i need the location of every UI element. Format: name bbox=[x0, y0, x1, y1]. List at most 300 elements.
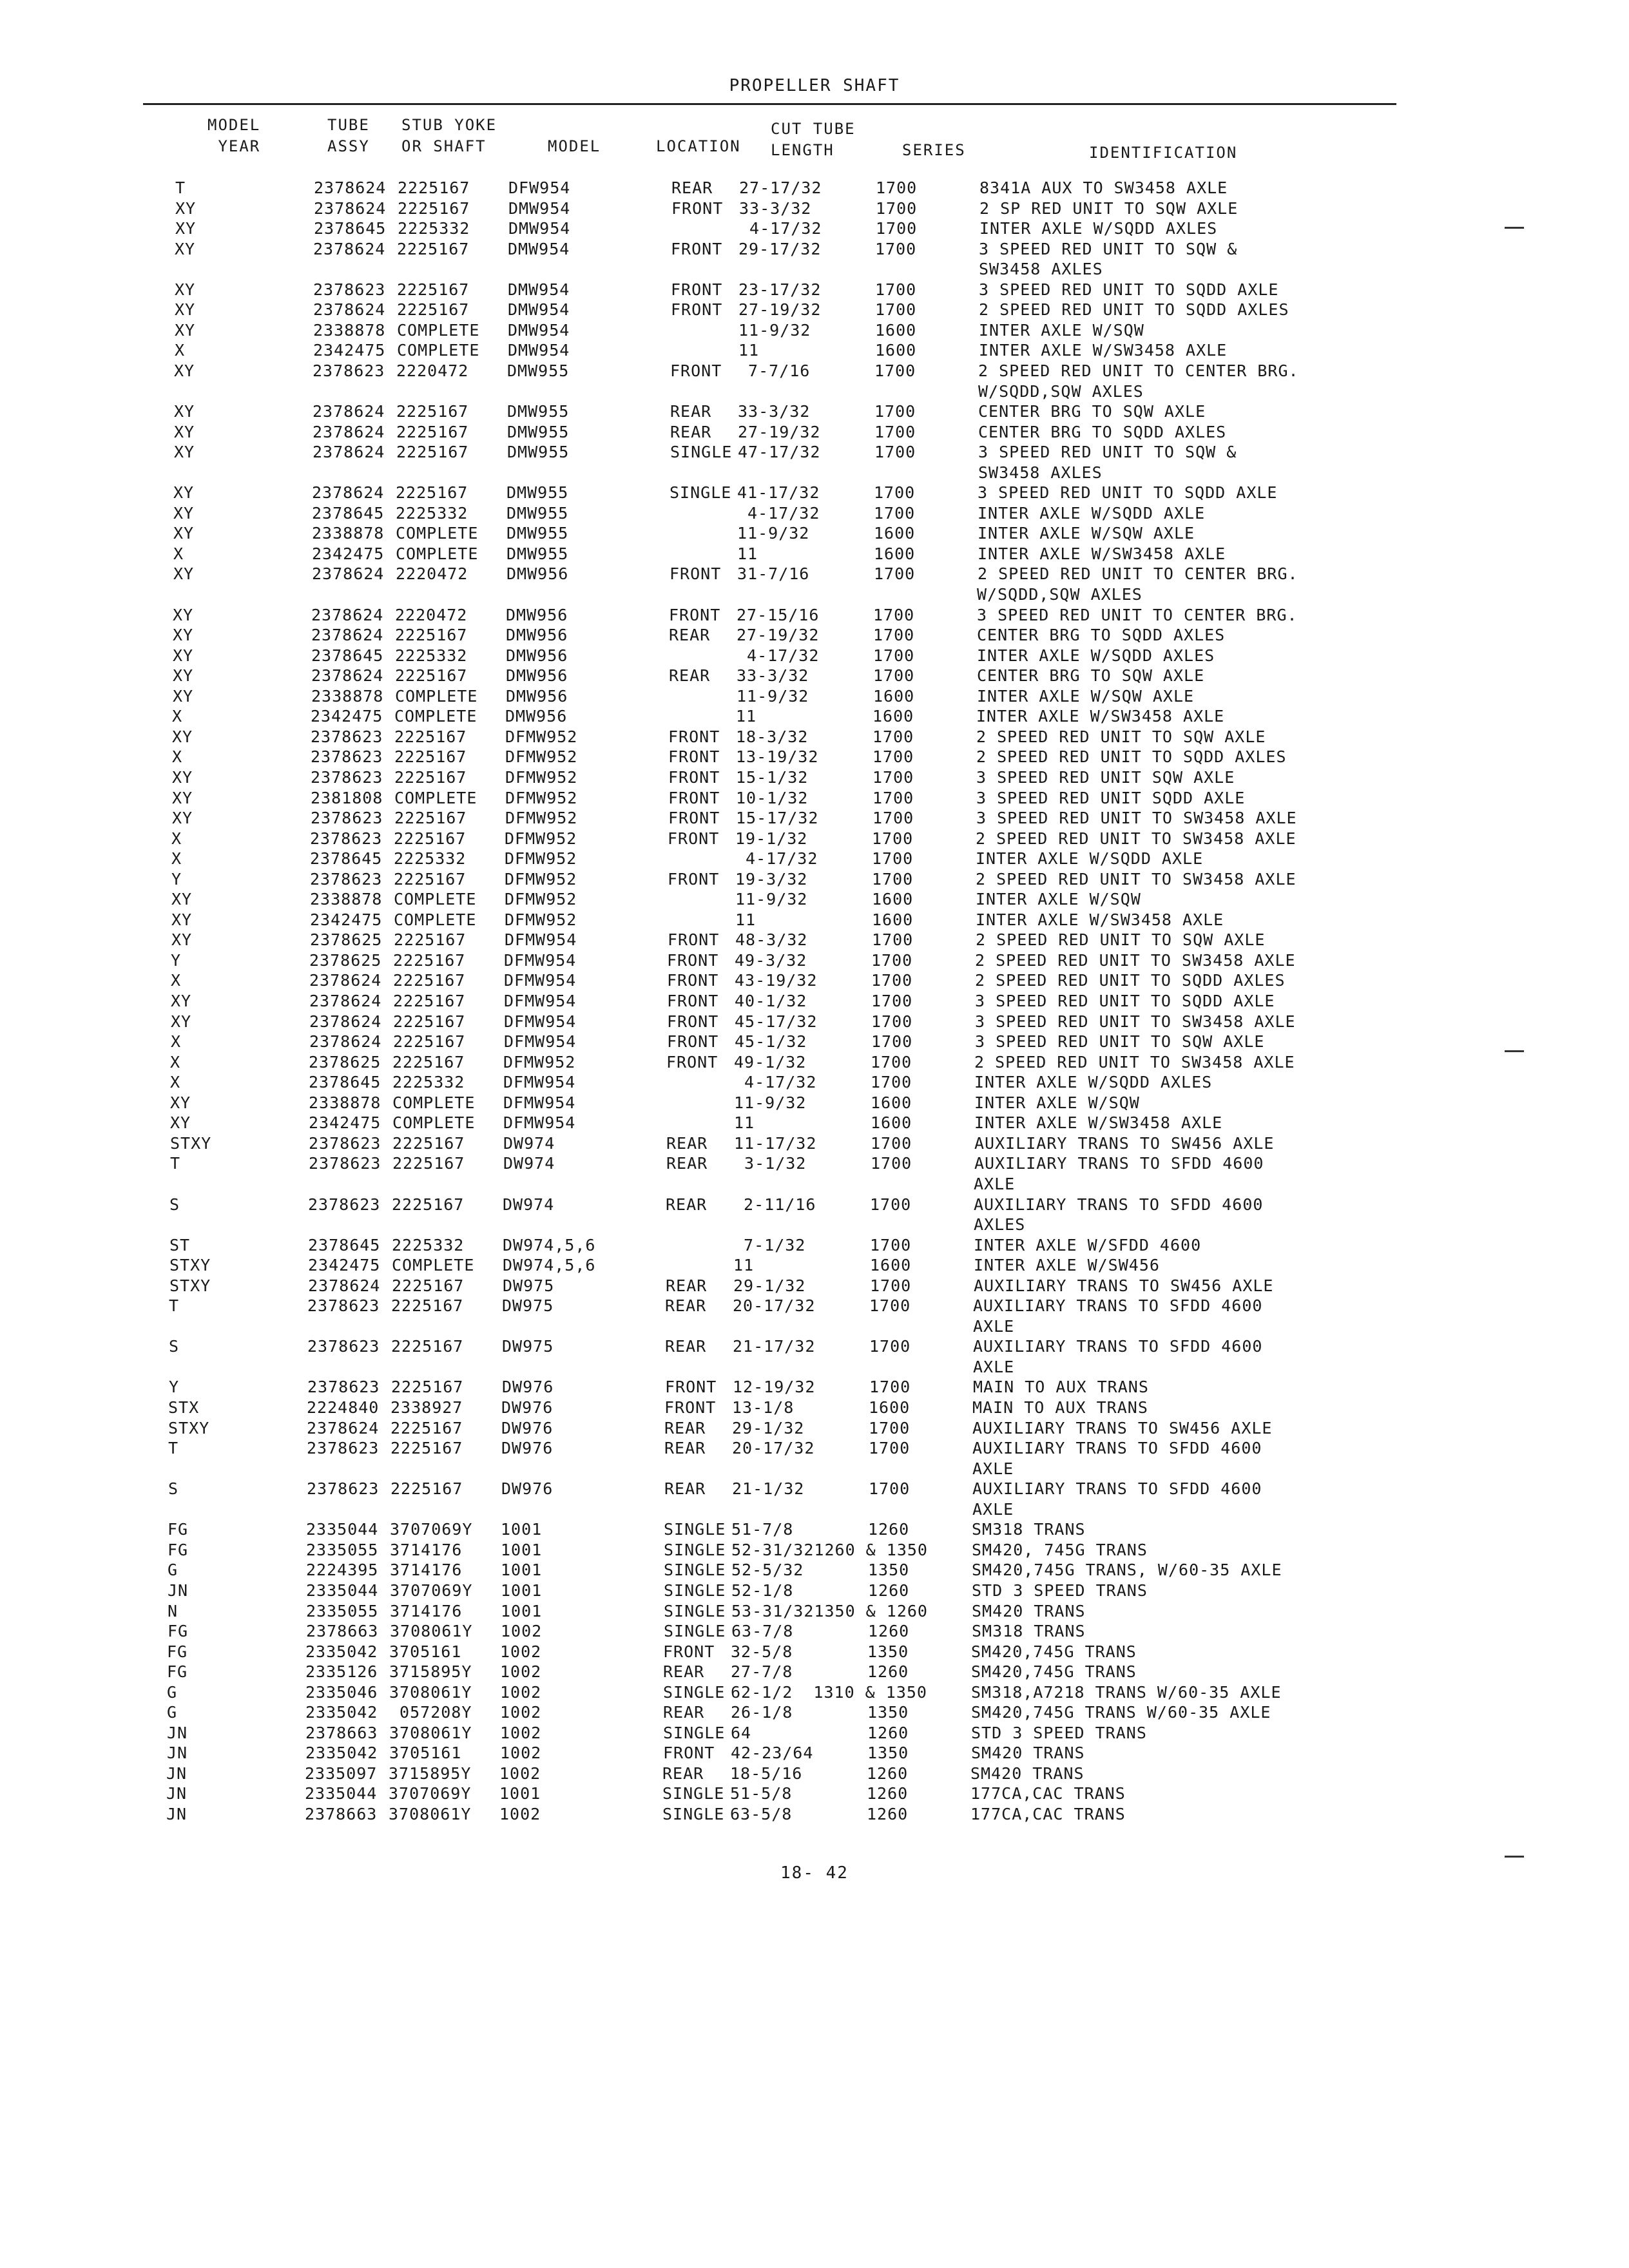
cell-tube-assy: 2378623 bbox=[307, 1378, 380, 1396]
margin-mark bbox=[1505, 1856, 1524, 1858]
cell-stub-yoke: 2225167 bbox=[396, 423, 469, 441]
cell-model: DFMW954 bbox=[503, 1093, 576, 1112]
cell-model-year: XY bbox=[173, 564, 195, 583]
cell-tube-assy: 2342475 bbox=[312, 544, 385, 563]
cell-tube-assy: 2335042 bbox=[305, 1703, 378, 1722]
cell-cut-tube-length: 45-1/32 bbox=[735, 1032, 807, 1051]
cell-stub-yoke: 2220472 bbox=[395, 606, 468, 624]
cell-location: FRONT bbox=[667, 951, 719, 970]
cell-series: 1600 bbox=[874, 524, 916, 543]
cell-cut-tube-length: 19-1/32 bbox=[735, 829, 808, 848]
cell-stub-yoke: 2225167 bbox=[398, 178, 470, 197]
cell-model: DW976 bbox=[502, 1378, 554, 1396]
cell-tube-assy: 2378623 bbox=[308, 1195, 381, 1214]
cell-stub-yoke: 2225167 bbox=[393, 951, 466, 970]
cell-model: 1002 bbox=[499, 1764, 541, 1783]
header-model-year: MODEL YEAR bbox=[207, 116, 261, 155]
cell-stub-yoke: 3715895Y bbox=[389, 1662, 472, 1681]
cell-identification: INTER AXLE W/SFDD 4600 bbox=[974, 1236, 1202, 1254]
cell-series: 1700 bbox=[874, 423, 916, 441]
cell-tube-assy: 2378623 bbox=[307, 1439, 380, 1457]
cell-identification: 3 SPEED RED UNIT TO SW3458 AXLE bbox=[975, 1012, 1296, 1031]
cell-location: REAR bbox=[664, 1439, 706, 1457]
cell-model-year: X bbox=[171, 971, 182, 990]
cell-model-year: X bbox=[172, 747, 183, 766]
cell-model: 1001 bbox=[501, 1581, 543, 1600]
page-number: 18- 42 bbox=[780, 1863, 849, 1883]
cell-series: 1600 bbox=[870, 1256, 912, 1274]
cell-stub-yoke: 2225167 bbox=[392, 1134, 465, 1153]
cell-series: 1600 bbox=[869, 1398, 911, 1417]
cell-model: 1002 bbox=[500, 1724, 542, 1742]
cell-model: DFMW952 bbox=[505, 870, 577, 889]
cell-series: 1700 bbox=[872, 930, 914, 949]
cell-stub-yoke: 2225167 bbox=[397, 240, 470, 258]
cell-tube-assy: 2378663 bbox=[305, 1805, 378, 1823]
cell-model-year: XY bbox=[175, 219, 197, 238]
cell-tube-assy: 2335046 bbox=[305, 1683, 378, 1702]
cell-identification: MAIN TO AUX TRANS bbox=[972, 1398, 1148, 1417]
cell-model-year: JN bbox=[168, 1581, 189, 1600]
cell-model: 1002 bbox=[500, 1744, 542, 1762]
cell-model-year: XY bbox=[171, 1012, 192, 1031]
cell-cut-tube-length: 52-31/321260 & 1350 bbox=[731, 1541, 928, 1559]
cell-cut-tube-length: 62-1/2 1310 & 1350 bbox=[731, 1683, 927, 1702]
cell-model: DMW954 bbox=[508, 199, 571, 218]
cell-identification: INTER AXLE W/SQW bbox=[976, 890, 1141, 908]
cell-model-year: FG bbox=[168, 1622, 189, 1640]
cell-identification: AUXILIARY TRANS TO SFDD 4600 bbox=[972, 1439, 1262, 1457]
cell-stub-yoke: 2225167 bbox=[392, 1195, 465, 1214]
cell-series: 1700 bbox=[869, 1378, 911, 1396]
cell-location: SINGLE bbox=[662, 1784, 725, 1803]
cell-stub-yoke: 2225167 bbox=[394, 870, 467, 889]
cell-tube-assy: 2378624 bbox=[313, 443, 385, 461]
cell-tube-assy: 2378624 bbox=[314, 178, 387, 197]
cell-location: REAR bbox=[665, 1337, 707, 1356]
cell-model: DW975 bbox=[502, 1296, 554, 1315]
cell-series: 1700 bbox=[876, 219, 918, 238]
cell-series: 1700 bbox=[872, 849, 914, 868]
cell-model: DMW955 bbox=[507, 361, 570, 380]
cell-tube-assy: 2338878 bbox=[312, 524, 385, 543]
cell-stub-yoke: 3714176 bbox=[390, 1602, 463, 1620]
cell-location: FRONT bbox=[668, 789, 720, 807]
cell-cut-tube-length: 10-1/32 bbox=[736, 789, 809, 807]
cell-model: DW976 bbox=[501, 1439, 554, 1457]
cell-stub-yoke: 2220472 bbox=[396, 361, 469, 380]
cell-tube-assy: 2378623 bbox=[313, 280, 386, 299]
cell-cut-tube-length: 27-15/16 bbox=[737, 606, 820, 624]
cell-model-year: XY bbox=[171, 910, 193, 929]
cell-series: 1700 bbox=[874, 483, 916, 502]
cell-identification: 2 SPEED RED UNIT TO SQDD AXLES bbox=[976, 747, 1287, 766]
cell-stub-yoke: 2225167 bbox=[392, 1053, 465, 1072]
cell-model-year: STXY bbox=[170, 1134, 212, 1153]
cell-stub-yoke: COMPLETE bbox=[394, 910, 477, 929]
cell-location: REAR bbox=[666, 1154, 708, 1173]
cell-model: DFMW954 bbox=[504, 992, 577, 1010]
cell-model-year: G bbox=[167, 1683, 178, 1702]
cell-model-year: XY bbox=[173, 483, 195, 502]
cell-model: 1002 bbox=[500, 1683, 542, 1702]
cell-cut-tube-length: 11 bbox=[735, 910, 757, 929]
cell-stub-yoke: 2225167 bbox=[390, 1439, 463, 1457]
cell-model: DMW956 bbox=[506, 646, 568, 665]
cell-identification: SM420,745G TRANS bbox=[971, 1642, 1137, 1661]
cell-model-year: FG bbox=[168, 1520, 189, 1539]
cell-model-year: S bbox=[169, 1337, 180, 1356]
cell-location: REAR bbox=[663, 1662, 705, 1681]
cell-model-year: X bbox=[172, 707, 183, 726]
cell-model: DFMW952 bbox=[505, 890, 577, 908]
cell-cut-tube-length: 4-17/32 bbox=[739, 219, 822, 238]
cell-location: FRONT bbox=[668, 829, 720, 848]
cell-cut-tube-length: 13-1/8 bbox=[732, 1398, 795, 1417]
cell-location: FRONT bbox=[671, 199, 724, 218]
cell-model-year: FG bbox=[167, 1642, 188, 1661]
cell-location: FRONT bbox=[668, 747, 720, 766]
cell-stub-yoke: 2225167 bbox=[393, 1032, 466, 1051]
cell-model-year: X bbox=[171, 849, 182, 868]
cell-tube-assy: 2378623 bbox=[313, 361, 385, 380]
cell-identification: AXLE bbox=[973, 1358, 1015, 1376]
cell-model: DMW954 bbox=[508, 240, 570, 258]
cell-identification: 177CA,CAC TRANS bbox=[970, 1805, 1126, 1823]
cell-series: 1260 bbox=[867, 1784, 909, 1803]
cell-stub-yoke: COMPLETE bbox=[394, 890, 477, 908]
cell-stub-yoke: 2225167 bbox=[397, 280, 470, 299]
cell-cut-tube-length: 23-17/32 bbox=[738, 280, 822, 299]
cell-location: REAR bbox=[662, 1764, 704, 1783]
cell-model: DMW956 bbox=[506, 564, 569, 583]
cell-stub-yoke: 2225167 bbox=[397, 300, 470, 319]
cell-stub-yoke: 3707069Y bbox=[389, 1784, 472, 1803]
cell-location: FRONT bbox=[671, 240, 723, 258]
cell-cut-tube-length: 47-17/32 bbox=[738, 443, 821, 461]
cell-stub-yoke: COMPLETE bbox=[395, 687, 478, 706]
cell-cut-tube-length: 11 bbox=[733, 1256, 755, 1274]
cell-identification: INTER AXLE W/SW3458 AXLE bbox=[974, 1113, 1223, 1132]
cell-location: SINGLE bbox=[662, 1805, 725, 1823]
cell-identification: 3 SPEED RED UNIT TO SQDD AXLE bbox=[975, 992, 1275, 1010]
cell-tube-assy: 2378624 bbox=[307, 1419, 380, 1437]
cell-identification: SM420,745G TRANS, W/60-35 AXLE bbox=[972, 1561, 1282, 1579]
cell-identification: INTER AXLE W/SQDD AXLE bbox=[976, 849, 1204, 868]
cell-model-year: XY bbox=[173, 687, 194, 706]
cell-series: 1700 bbox=[869, 1439, 911, 1457]
cell-series: 1350 bbox=[867, 1744, 909, 1762]
cell-stub-yoke: 2225167 bbox=[395, 626, 468, 644]
cell-series: 1700 bbox=[874, 443, 916, 461]
cell-cut-tube-length: 40-1/32 bbox=[735, 992, 807, 1010]
cell-tube-assy: 2378624 bbox=[312, 564, 385, 583]
cell-tube-assy: 2378645 bbox=[310, 849, 383, 868]
cell-stub-yoke: 2225332 bbox=[394, 849, 467, 868]
cell-tube-assy: 2378624 bbox=[314, 199, 387, 218]
cell-cut-tube-length: 33-3/32 bbox=[739, 199, 812, 218]
cell-series: 1700 bbox=[870, 1236, 912, 1254]
cell-model-year: JN bbox=[167, 1744, 188, 1762]
cell-model-year: XY bbox=[173, 646, 194, 665]
cell-identification: AXLE bbox=[972, 1500, 1014, 1519]
cell-model-year: XY bbox=[175, 321, 196, 340]
cell-location: REAR bbox=[665, 1296, 707, 1315]
cell-identification: 3 SPEED RED UNIT TO SQDD AXLE bbox=[978, 483, 1278, 502]
cell-stub-yoke: 3707069Y bbox=[390, 1520, 473, 1539]
cell-cut-tube-length: 13-19/32 bbox=[736, 747, 819, 766]
cell-location: SINGLE bbox=[664, 1520, 726, 1539]
cell-stub-yoke: 2220472 bbox=[396, 564, 468, 583]
cell-identification: 3 SPEED RED UNIT TO SW3458 AXLE bbox=[976, 809, 1297, 827]
cell-location: REAR bbox=[666, 1134, 708, 1153]
cell-series: 1700 bbox=[873, 606, 915, 624]
cell-stub-yoke: 3705161 bbox=[389, 1744, 462, 1762]
cell-cut-tube-length: 11 bbox=[738, 341, 760, 360]
cell-identification: SM420, 745G TRANS bbox=[972, 1541, 1148, 1559]
cell-location: FRONT bbox=[663, 1642, 715, 1661]
cell-cut-tube-length: 12-19/32 bbox=[733, 1378, 816, 1396]
cell-stub-yoke: 2225167 bbox=[391, 1378, 464, 1396]
cell-cut-tube-length: 41-17/32 bbox=[737, 483, 820, 502]
cell-model-year: XY bbox=[172, 727, 193, 746]
cell-series: 1600 bbox=[871, 1113, 912, 1132]
cell-model: DFMW952 bbox=[505, 910, 577, 929]
cell-tube-assy: 2224840 bbox=[307, 1398, 380, 1417]
cell-model: DW974 bbox=[503, 1134, 555, 1153]
cell-cut-tube-length: 29-1/32 bbox=[733, 1276, 806, 1295]
cell-model-year: Y bbox=[169, 1378, 180, 1396]
cell-model-year: XY bbox=[173, 606, 194, 624]
cell-identification: 2 SPEED RED UNIT TO SW3458 AXLE bbox=[976, 829, 1296, 848]
cell-cut-tube-length: 15-17/32 bbox=[736, 809, 819, 827]
cell-series: 1600 bbox=[872, 910, 914, 929]
cell-tube-assy: 2342475 bbox=[310, 910, 383, 929]
cell-model: DMW954 bbox=[508, 341, 570, 360]
cell-identification: INTER AXLE W/SQW bbox=[974, 1093, 1140, 1112]
cell-tube-assy: 2378624 bbox=[311, 666, 384, 685]
cell-series: 1600 bbox=[874, 544, 916, 563]
cell-model-year: XY bbox=[174, 361, 195, 380]
cell-identification: 2 SPEED RED UNIT TO SW3458 AXLE bbox=[974, 1053, 1295, 1072]
cell-stub-yoke: COMPLETE bbox=[396, 524, 479, 543]
cell-model-year: XY bbox=[171, 890, 193, 908]
cell-cut-tube-length: 18-5/16 bbox=[730, 1764, 803, 1783]
cell-model: DFMW954 bbox=[504, 1012, 577, 1031]
cell-cut-tube-length: 42-23/64 bbox=[731, 1744, 814, 1762]
cell-model: DMW955 bbox=[507, 443, 570, 461]
cell-location: FRONT bbox=[665, 1378, 717, 1396]
cell-identification: AUXILIARY TRANS TO SFDD 4600 bbox=[974, 1195, 1264, 1214]
cell-tube-assy: 2224395 bbox=[306, 1561, 379, 1579]
cell-series: 1350 bbox=[867, 1642, 909, 1661]
cell-identification: MAIN TO AUX TRANS bbox=[973, 1378, 1149, 1396]
cell-model: DMW954 bbox=[508, 300, 570, 319]
cell-identification: CENTER BRG TO SQW AXLE bbox=[978, 402, 1206, 421]
cell-identification: SM420 TRANS bbox=[972, 1602, 1086, 1620]
cell-model-year: JN bbox=[166, 1784, 188, 1803]
cell-identification: STD 3 SPEED TRANS bbox=[971, 1724, 1147, 1742]
cell-model-year: X bbox=[175, 341, 186, 360]
cell-cut-tube-length: 11-9/32 bbox=[734, 1093, 807, 1112]
cell-cut-tube-length: 11 bbox=[734, 1113, 755, 1132]
cell-location: SINGLE bbox=[664, 1561, 726, 1579]
cell-tube-assy: 2378624 bbox=[313, 423, 385, 441]
cell-model-year: XY bbox=[172, 768, 193, 787]
cell-identification: SM420,745G TRANS W/60-35 AXLE bbox=[971, 1703, 1271, 1722]
cell-series: 1700 bbox=[872, 747, 914, 766]
cell-tube-assy: 2338878 bbox=[313, 321, 386, 340]
cell-cut-tube-length: 11-9/32 bbox=[738, 321, 811, 340]
margin-mark bbox=[1505, 227, 1524, 229]
cell-stub-yoke: 3708061Y bbox=[389, 1683, 472, 1702]
cell-model: DFMW954 bbox=[503, 1073, 576, 1091]
cell-model: 1001 bbox=[499, 1784, 541, 1803]
cell-identification: STD 3 SPEED TRANS bbox=[972, 1581, 1148, 1600]
cell-identification: SM318 TRANS bbox=[972, 1622, 1086, 1640]
cell-location: FRONT bbox=[667, 992, 719, 1010]
page-title: PROPELLER SHAFT bbox=[729, 76, 900, 95]
cell-stub-yoke: 2225167 bbox=[396, 483, 468, 502]
cell-cut-tube-length: 27-19/32 bbox=[738, 423, 821, 441]
cell-identification: 3 SPEED RED UNIT TO CENTER BRG. bbox=[977, 606, 1298, 624]
cell-location: SINGLE bbox=[670, 483, 732, 502]
cell-model: DFW954 bbox=[508, 178, 571, 197]
cell-series: 1700 bbox=[872, 789, 914, 807]
cell-tube-assy: 2378624 bbox=[309, 1032, 382, 1051]
cell-location: REAR bbox=[671, 178, 713, 197]
cell-model: 1001 bbox=[501, 1541, 543, 1559]
cell-model: DMW956 bbox=[506, 666, 568, 685]
cell-model-year: S bbox=[169, 1195, 180, 1214]
cell-stub-yoke: 2225167 bbox=[398, 199, 470, 218]
cell-cut-tube-length: 21-17/32 bbox=[733, 1337, 816, 1356]
cell-model: DW974,5,6 bbox=[503, 1236, 596, 1254]
cell-model: DW976 bbox=[501, 1419, 554, 1437]
cell-series: 1260 bbox=[867, 1724, 909, 1742]
cell-model-year: FG bbox=[168, 1541, 189, 1559]
cell-identification: INTER AXLE W/SQW AXLE bbox=[977, 687, 1195, 706]
cell-identification: 2 SPEED RED UNIT TO SQW AXLE bbox=[976, 930, 1266, 949]
cell-model-year: XY bbox=[172, 809, 193, 827]
cell-model: 1002 bbox=[499, 1805, 541, 1823]
cell-location: FRONT bbox=[668, 768, 720, 787]
cell-cut-tube-length: 11 bbox=[736, 707, 757, 726]
cell-location: FRONT bbox=[663, 1744, 715, 1762]
cell-stub-yoke: 2225332 bbox=[392, 1236, 465, 1254]
cell-location: FRONT bbox=[670, 564, 722, 583]
cell-model: DMW954 bbox=[508, 321, 570, 340]
cell-series: 1700 bbox=[871, 1012, 913, 1031]
cell-tube-assy: 2378623 bbox=[307, 1296, 380, 1315]
cell-cut-tube-length: 45-17/32 bbox=[735, 1012, 818, 1031]
cell-model-year: XY bbox=[175, 199, 197, 218]
cell-tube-assy: 2378623 bbox=[311, 809, 383, 827]
cell-stub-yoke: 3714176 bbox=[390, 1541, 463, 1559]
cell-series: 1700 bbox=[873, 626, 915, 644]
cell-location: SINGLE bbox=[670, 443, 733, 461]
cell-model-year: STXY bbox=[169, 1256, 211, 1274]
cell-identification: INTER AXLE W/SQDD AXLES bbox=[977, 646, 1215, 665]
cell-model: 1001 bbox=[501, 1520, 543, 1539]
cell-model: 1002 bbox=[500, 1662, 542, 1681]
cell-model: DFMW954 bbox=[503, 1113, 576, 1132]
cell-identification: SM318,A7218 TRANS W/60-35 AXLE bbox=[971, 1683, 1282, 1702]
cell-identification: CENTER BRG TO SQDD AXLES bbox=[978, 423, 1227, 441]
cell-tube-assy: 2335055 bbox=[306, 1541, 379, 1559]
cell-model-year: X bbox=[171, 829, 182, 848]
cell-identification: AUXILIARY TRANS TO SW456 AXLE bbox=[974, 1276, 1274, 1295]
cell-series: 1700 bbox=[871, 971, 913, 990]
cell-stub-yoke: 2338927 bbox=[390, 1398, 463, 1417]
cell-identification: AXLE bbox=[972, 1459, 1014, 1478]
cell-model: DFMW954 bbox=[505, 930, 577, 949]
cell-series: 1260 bbox=[867, 1805, 909, 1823]
cell-identification: INTER AXLE W/SQDD AXLES bbox=[979, 219, 1218, 238]
cell-cut-tube-length: 63-5/8 bbox=[730, 1805, 793, 1823]
cell-series: 1260 bbox=[867, 1662, 909, 1681]
cell-identification: INTER AXLE W/SW456 bbox=[974, 1256, 1160, 1274]
cell-model-year: XY bbox=[170, 1093, 191, 1112]
cell-stub-yoke: 2225167 bbox=[394, 727, 467, 746]
cell-model-year: Y bbox=[171, 951, 182, 970]
cell-tube-assy: 2378623 bbox=[311, 747, 383, 766]
header-identification: IDENTIFICATION bbox=[1089, 144, 1238, 162]
cell-stub-yoke: 3714176 bbox=[390, 1561, 463, 1579]
cell-series: 1700 bbox=[875, 300, 917, 319]
cell-cut-tube-length: 53-31/321350 & 1260 bbox=[731, 1602, 928, 1620]
cell-stub-yoke: 3715895Y bbox=[389, 1764, 472, 1783]
cell-identification: INTER AXLE W/SQDD AXLES bbox=[974, 1073, 1213, 1091]
cell-location: SINGLE bbox=[664, 1602, 726, 1620]
cell-location: FRONT bbox=[668, 870, 720, 889]
cell-model-year: XY bbox=[174, 402, 195, 421]
cell-location: REAR bbox=[666, 1276, 708, 1295]
cell-tube-assy: 2342475 bbox=[311, 707, 383, 726]
cell-cut-tube-length: 18-3/32 bbox=[736, 727, 809, 746]
cell-stub-yoke: 3708061Y bbox=[389, 1805, 472, 1823]
cell-identification: AUXILIARY TRANS TO SFDD 4600 bbox=[974, 1154, 1264, 1173]
cell-stub-yoke: COMPLETE bbox=[394, 707, 477, 726]
cell-cut-tube-length: 33-3/32 bbox=[738, 402, 811, 421]
cell-model: 1002 bbox=[500, 1703, 542, 1722]
cell-model-year: Y bbox=[171, 870, 182, 889]
cell-model-year: XY bbox=[172, 789, 193, 807]
cell-identification: 8341A AUX TO SW3458 AXLE bbox=[979, 178, 1228, 197]
header-stub-yoke: STUB YOKE OR SHAFT bbox=[401, 116, 497, 155]
cell-stub-yoke: 2225167 bbox=[396, 443, 469, 461]
cell-identification: AXLES bbox=[974, 1215, 1026, 1234]
cell-identification: 2 SPEED RED UNIT TO SQDD AXLES bbox=[979, 300, 1289, 319]
cell-stub-yoke: 3705161 bbox=[389, 1642, 462, 1661]
cell-model: DW975 bbox=[503, 1276, 555, 1295]
cell-series: 1700 bbox=[874, 402, 916, 421]
cell-model-year: JN bbox=[166, 1764, 188, 1783]
cell-tube-assy: 2378624 bbox=[313, 402, 385, 421]
cell-series: 1700 bbox=[872, 829, 914, 848]
cell-series: 1700 bbox=[872, 727, 914, 746]
cell-cut-tube-length: 4-17/32 bbox=[734, 1073, 817, 1091]
cell-tube-assy: 2378624 bbox=[309, 1012, 382, 1031]
cell-identification: 177CA,CAC TRANS bbox=[970, 1784, 1126, 1803]
cell-model: DW976 bbox=[501, 1479, 554, 1498]
cell-stub-yoke: 2225167 bbox=[393, 971, 466, 990]
cell-cut-tube-length: 48-3/32 bbox=[735, 930, 808, 949]
cell-stub-yoke: 2225167 bbox=[390, 1419, 463, 1437]
cell-stub-yoke: 2225167 bbox=[394, 829, 467, 848]
cell-location: SINGLE bbox=[664, 1622, 726, 1640]
cell-model-year: XY bbox=[173, 504, 195, 523]
